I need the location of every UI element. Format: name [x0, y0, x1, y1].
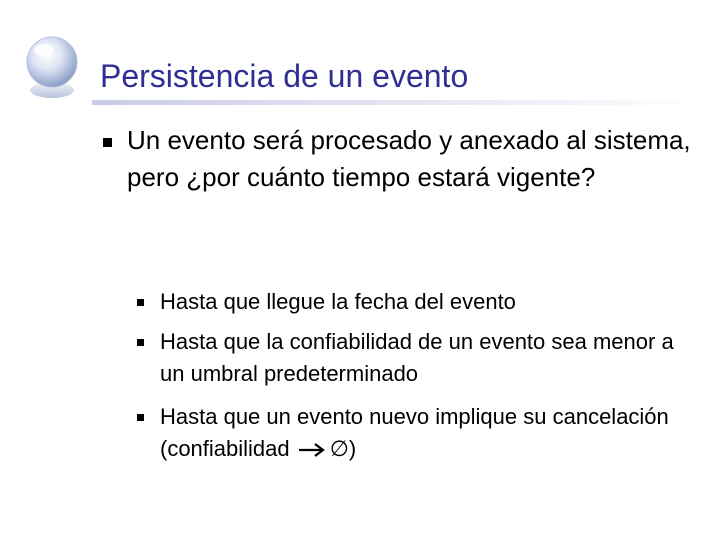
- sub-bullet-text-2: Hasta que la confiabilidad de un evento sea menor a un umbral predeterminado: [160, 329, 674, 386]
- bullet-marker: [103, 138, 112, 147]
- sub-bullet-marker: [137, 299, 144, 306]
- sub-bullet-text-3-prefix: Hasta que un evento nuevo implique su cancelación (confiabilidad: [160, 404, 669, 461]
- glass-orb-icon: [22, 28, 82, 100]
- sub-bullet-text-3-suffix: ∅): [329, 436, 357, 461]
- main-bullet-text: Un evento será procesado y anexado al sistema, pero ¿por cuánto tiempo estará vigente?: [127, 125, 691, 192]
- title-underline: [92, 100, 700, 105]
- sub-bullet-text-3: [160, 401, 680, 465]
- slide-title: Persistencia de un evento: [100, 58, 469, 94]
- sub-bullet-text-1: Hasta que llegue la fecha del evento: [160, 289, 516, 314]
- right-arrow-icon: [298, 442, 326, 458]
- sub-bullet-marker: [137, 414, 144, 421]
- sub-bullet-marker: [137, 339, 144, 346]
